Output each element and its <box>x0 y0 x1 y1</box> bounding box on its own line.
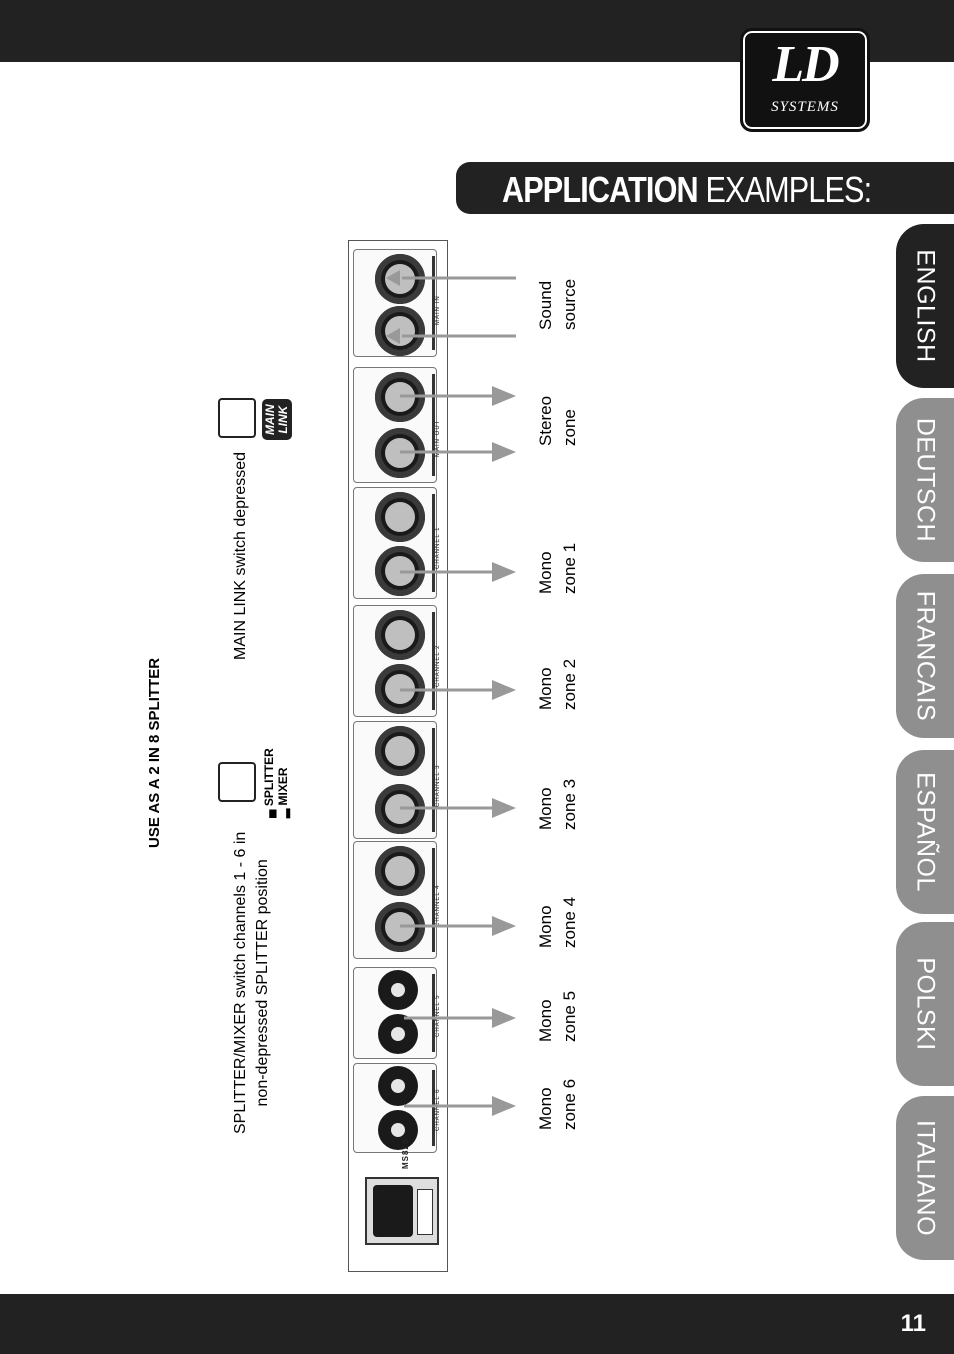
tab-espanol-label: ESPAÑOL <box>911 772 940 892</box>
zone-line-2: zone <box>560 409 579 446</box>
channel-4-module <box>353 841 437 959</box>
label-mono-zone-5 <box>534 991 582 1042</box>
xlr-connector <box>375 784 425 834</box>
label-mono-zone-1 <box>534 543 582 594</box>
tab-polski-label: POLSKI <box>911 957 940 1051</box>
arrow-head <box>492 798 516 818</box>
tab-francais[interactable] <box>896 574 954 738</box>
tab-polski[interactable] <box>896 922 954 1086</box>
xlr-connector <box>375 492 425 542</box>
tab-francais-label: FRANCAIS <box>911 590 940 722</box>
tab-english-label: ENGLISH <box>911 249 940 363</box>
xlr-connector <box>375 610 425 660</box>
main-out-module <box>353 367 437 483</box>
zone-line-2: zone 1 <box>560 542 579 594</box>
arrow-head <box>492 562 516 582</box>
switch-pos-mixer: ▂ MIXER <box>276 767 290 818</box>
main-link-badge <box>262 399 292 440</box>
jack-connector <box>378 970 418 1010</box>
label-mono-zone-2 <box>534 659 582 710</box>
ld-systems-logo <box>740 28 870 132</box>
zone-line-2: zone 2 <box>560 658 579 710</box>
title-bold: APPLICATION <box>502 169 698 210</box>
bottom-bar <box>0 1294 954 1354</box>
channel-5-module <box>353 967 437 1059</box>
arrow-head <box>492 916 516 936</box>
label-mono-zone-3 <box>534 779 582 830</box>
channel-3-module <box>353 721 437 839</box>
zone-line-2: zone 4 <box>560 896 579 948</box>
section-title-bar <box>456 162 954 214</box>
iec-socket <box>373 1185 413 1237</box>
splitter-rear-panel <box>348 240 448 1272</box>
switch-positions <box>262 748 290 818</box>
arrow-head <box>492 442 516 462</box>
channel-6-module <box>353 1063 437 1153</box>
zone-line-2: zone 5 <box>560 990 579 1042</box>
logo-main: LD <box>772 36 838 93</box>
page-number: 11 <box>900 1310 926 1337</box>
splitter-instruction <box>230 832 274 1134</box>
arrow-head <box>492 1008 516 1028</box>
xlr-connector <box>375 254 425 304</box>
channel-2-label: CHANNEL 2 <box>435 644 441 687</box>
arrow-head <box>492 386 516 406</box>
label-stereo-zone <box>534 396 582 446</box>
zone-line-1: Stereo <box>536 395 555 446</box>
channel-4-label: CHANNEL 4 <box>435 884 441 927</box>
splitter-text-line-2: non-depressed SPLITTER position <box>254 859 271 1107</box>
zone-line-1: Mono <box>536 905 555 948</box>
zone-line-1: Mono <box>536 999 555 1042</box>
zone-line-1: Sound <box>536 280 555 330</box>
label-sound-source <box>534 279 582 330</box>
tab-espanol[interactable] <box>896 750 954 914</box>
main-out-label: MAIN OUT <box>435 419 441 457</box>
xlr-connector <box>375 846 425 896</box>
model-label: MS828 <box>401 1138 410 1169</box>
xlr-connector <box>375 546 425 596</box>
xlr-connector <box>375 372 425 422</box>
main-link-switch <box>218 398 256 438</box>
tab-italiano[interactable] <box>896 1096 954 1260</box>
xlr-connector <box>375 306 425 356</box>
zone-line-2: source <box>560 278 579 330</box>
fuse-holder <box>417 1189 433 1235</box>
zone-line-1: Mono <box>536 551 555 594</box>
section-heading: USE AS A 2 IN 8 SPLITTER <box>146 657 163 848</box>
arrow-head <box>492 680 516 700</box>
main-link-badge-box: MAIN LINK <box>262 399 292 440</box>
jack-connector <box>378 1014 418 1054</box>
page-title <box>502 169 871 211</box>
channel-5-label: CHANNEL 5 <box>435 994 441 1037</box>
jack-connector <box>378 1066 418 1106</box>
tab-english[interactable] <box>896 224 954 388</box>
switch-pos-splitter: ▄ SPLITTER <box>262 748 276 818</box>
label-mono-zone-4 <box>534 897 582 948</box>
xlr-connector <box>375 664 425 714</box>
channel-6-label: CHANNEL 6 <box>435 1088 441 1131</box>
mainlink-instruction: MAIN LINK switch depressed <box>232 451 249 660</box>
splitter-text-line-1: SPLITTER/MIXER switch channels 1 - 6 in <box>232 831 249 1134</box>
tab-deutsch-label: DEUTSCH <box>911 417 940 543</box>
main-in-label: MAIN IN <box>435 295 441 325</box>
arrow-head <box>492 1096 516 1116</box>
tab-deutsch[interactable] <box>896 398 954 562</box>
channel-3-label: CHANNEL 3 <box>435 764 441 807</box>
zone-line-1: Mono <box>536 1087 555 1130</box>
zone-line-2: zone 3 <box>560 778 579 830</box>
jack-connector <box>378 1110 418 1150</box>
zone-line-1: Mono <box>536 667 555 710</box>
title-rest: EXAMPLES: <box>697 169 872 210</box>
label-mono-zone-6 <box>534 1079 582 1130</box>
splitter-mixer-switch <box>218 762 256 802</box>
power-inlet <box>365 1177 439 1245</box>
channel-1-module <box>353 487 437 599</box>
xlr-connector <box>375 902 425 952</box>
xlr-connector <box>375 726 425 776</box>
xlr-connector <box>375 428 425 478</box>
tab-italiano-label: ITALIANO <box>911 1119 940 1237</box>
channel-2-module <box>353 605 437 717</box>
logo-sub: SYSTEMS <box>771 99 839 115</box>
zone-line-2: zone 6 <box>560 1078 579 1130</box>
zone-line-1: Mono <box>536 787 555 830</box>
channel-1-label: CHANNEL 1 <box>435 526 441 569</box>
main-in-module <box>353 249 437 357</box>
